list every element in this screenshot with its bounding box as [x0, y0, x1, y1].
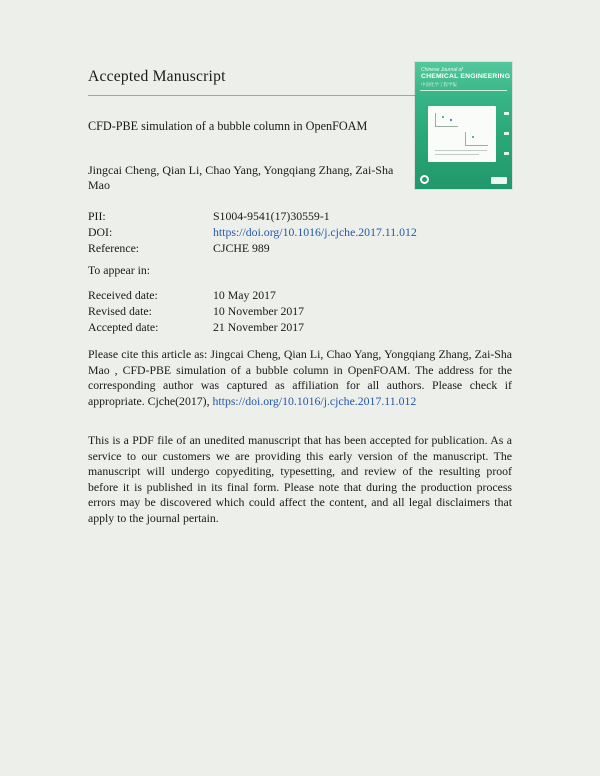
doi-link[interactable]: https://doi.org/10.1016/j.cjche.2017.11.012 — [213, 225, 417, 239]
doi-label: DOI: — [88, 225, 113, 239]
cover-journal-name-prefix: Chinese Journal of — [421, 67, 463, 73]
cover-sidebar-mark — [504, 152, 509, 155]
cover-text-line — [435, 150, 487, 151]
journal-cover-thumbnail — [415, 62, 512, 189]
cover-mini-chart-icon — [465, 132, 488, 146]
pii-label: PII: — [88, 209, 106, 223]
accepted-date-value: 21 November 2017 — [213, 320, 305, 334]
reference-value: CJCHE 989 — [213, 241, 270, 255]
author-list: Jingcai Cheng, Qian Li, Chao Yang, Yongqiang Zhang, Zai-Sha Mao — [88, 163, 394, 192]
cover-chart-dot — [472, 136, 474, 138]
pii-value: S1004-9541(17)30559-1 — [213, 209, 330, 223]
cover-chart-dot — [450, 119, 452, 121]
reference-label: Reference: — [88, 241, 140, 255]
sciencedirect-logo-icon — [420, 175, 429, 184]
cover-figure-panel — [428, 106, 496, 162]
cover-mini-chart-icon — [435, 113, 458, 127]
cover-chart-dot — [442, 116, 444, 118]
article-title: CFD-PBE simulation of a bubble column in OpenFOAM — [88, 119, 368, 133]
to-appear-in-label: To appear in: — [88, 263, 151, 277]
revised-date-value: 10 November 2017 — [213, 304, 305, 318]
cover-text-line — [435, 154, 479, 155]
citation-text: Please cite this article as: Jingcai Cheng, Qian Li, Chao Yang, Yongqiang Zhang, Zai-Sha Mao , CFD-PBE simulation of a bubble column in OpenFOAM. The address for the corresponding author was captured as affiliation for all authors. Please check if appropriate. Cjche(2017), — [88, 347, 512, 408]
field-row-reference — [88, 241, 512, 256]
revised-date-row — [88, 304, 512, 319]
cover-journal-name: CHEMICAL ENGINEERING — [421, 73, 511, 80]
accepted-date-row — [88, 320, 512, 335]
publisher-logo-icon — [491, 177, 507, 184]
cover-sidebar-mark — [504, 112, 509, 115]
received-date-row — [88, 288, 512, 303]
to-appear-in-row — [88, 263, 512, 278]
cover-sidebar-mark — [504, 132, 509, 135]
citation-doi-link[interactable]: https://doi.org/10.1016/j.cjche.2017.11.012 — [212, 393, 417, 408]
received-date-label: Received date: — [88, 288, 158, 302]
cover-journal-name-chinese: 中国化学工程学报 — [421, 82, 457, 87]
to-appear-in-value — [213, 263, 512, 278]
field-row-doi — [88, 225, 512, 240]
disclaimer-paragraph: This is a PDF file of an unedited manuscript that has been accepted for publication. As a service to our customers we are providing this early version of the manuscript. The manuscript will undergo copyediting, typesetting, and review of the resulting proof before it is published in its final form. Please note that during the production process errors may be discovered which could affect the content, and all legal disclaimers that apply to the journal pertain. — [88, 433, 512, 525]
cover-divider-line — [420, 90, 507, 91]
revised-date-label: Revised date: — [88, 304, 152, 318]
accepted-date-label: Accepted date: — [88, 320, 159, 334]
citation-paragraph — [88, 347, 512, 409]
accepted-manuscript-heading: Accepted Manuscript — [88, 68, 226, 85]
received-date-value: 10 May 2017 — [213, 288, 276, 302]
field-row-pii — [88, 209, 512, 224]
